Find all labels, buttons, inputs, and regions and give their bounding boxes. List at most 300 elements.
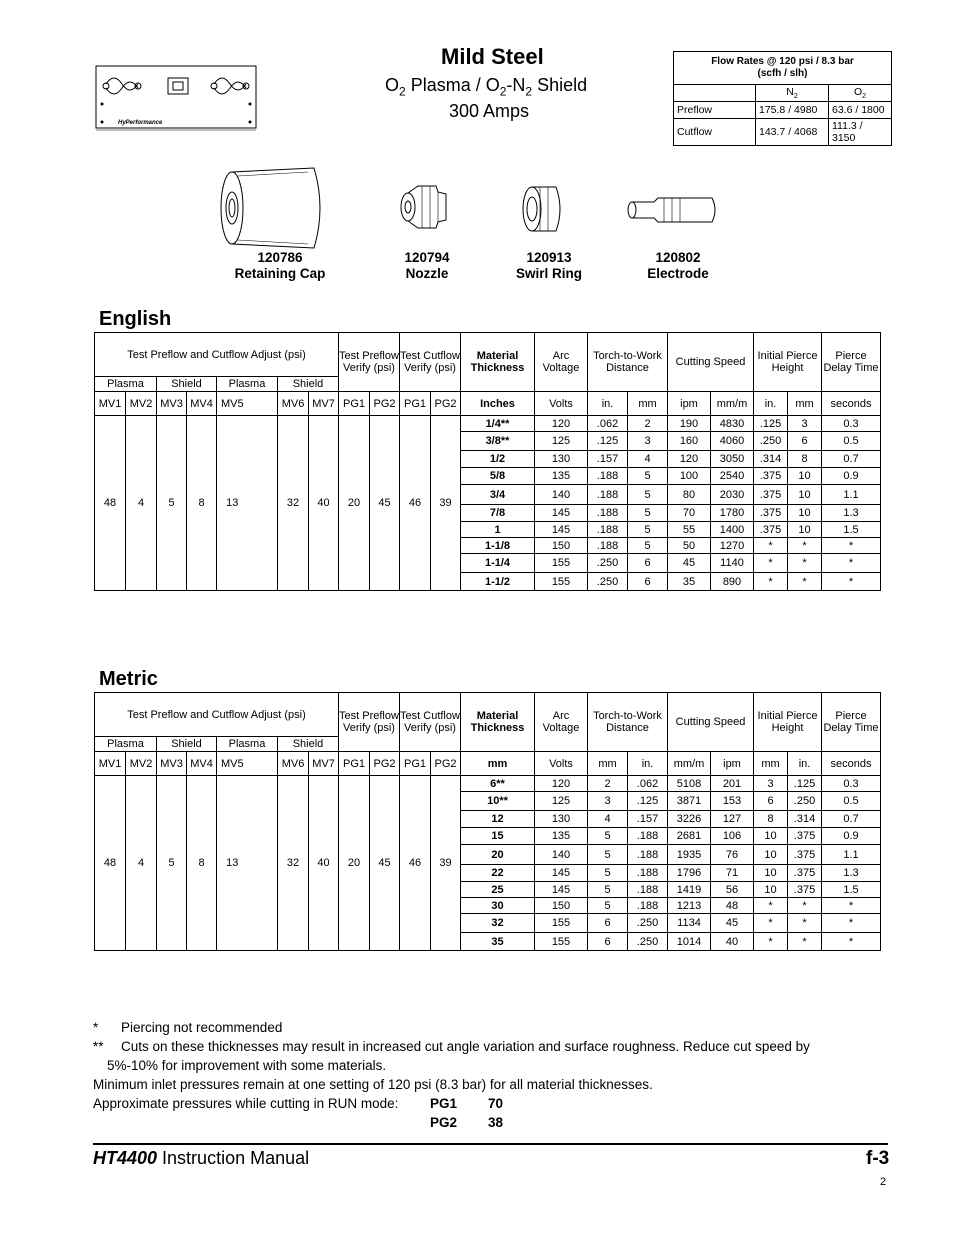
valve-label: PG1: [339, 392, 370, 416]
cell-value: .188: [628, 865, 668, 882]
cell-value: 3/8**: [461, 432, 535, 451]
pierce-delay-header: Pierce Delay Time: [822, 333, 881, 392]
setting-value: 39: [431, 776, 461, 951]
cell-value: 1.3: [822, 505, 881, 522]
group-shield: Shield: [157, 737, 217, 752]
setting-value: 5: [157, 416, 187, 591]
cell-value: 0.5: [822, 792, 881, 811]
setting-value: 48: [95, 416, 126, 591]
header-row: [95, 693, 881, 737]
setting-value: 40: [309, 776, 339, 951]
cell-value: 135: [535, 828, 588, 845]
setting-value: 13: [217, 776, 248, 951]
nozzle-drawing: [396, 180, 458, 239]
flow-row-cutflow: Cutflow 143.7 / 4068 111.3 / 3150: [674, 119, 892, 146]
group-plasma: Plasma: [95, 737, 157, 752]
cell-value: 45: [711, 914, 754, 933]
notes-block: * Piercing not recommended ** Cuts on these thicknesses may result in increased cut angle variation and surface roughness. Reduce cut speed by 5%-10% for improvement with some materials. Minimum inlet pressures remain at one setting of 120 psi (8.3 bar) for all material thicknesses. Approximate pressures while cutting in RUN mode: PG1 70 PG2 38: [93, 1020, 810, 1130]
cell-value: *: [788, 538, 822, 554]
cell-value: 3: [788, 416, 822, 432]
group-plasma: Plasma: [217, 377, 278, 392]
cell-value: 1/2: [461, 451, 535, 468]
valve-label: PG1: [339, 752, 370, 776]
cell-value: 4: [588, 811, 628, 828]
cell-value: .125: [588, 432, 628, 451]
cell-value: *: [754, 573, 788, 591]
group-plasma: Plasma: [95, 377, 157, 392]
cell-value: 3/4: [461, 485, 535, 505]
cell-value: 6: [588, 914, 628, 933]
setting-value: 20: [339, 416, 370, 591]
unit-label: mm/m: [711, 392, 754, 416]
test-cutflow-header: Test Cutflow Verify (psi): [400, 333, 461, 392]
cell-value: 5: [588, 882, 628, 898]
valve-label: PG1: [400, 752, 431, 776]
cell-value: 76: [711, 845, 754, 865]
cell-value: 6: [754, 792, 788, 811]
cell-value: 22: [461, 865, 535, 882]
cell-value: 80: [668, 485, 711, 505]
cell-value: 6: [788, 432, 822, 451]
cell-value: .375: [788, 828, 822, 845]
setting-value: 39: [431, 416, 461, 591]
unit-label: in.: [754, 392, 788, 416]
cell-value: 135: [535, 468, 588, 485]
unit-label: mm: [461, 752, 535, 776]
test-adjust-header: Test Preflow and Cutflow Adjust (psi): [95, 333, 339, 377]
valve-label: PG2: [370, 752, 400, 776]
cell-value: *: [822, 914, 881, 933]
english-cut-chart: [94, 332, 881, 591]
unit-label: seconds: [822, 392, 881, 416]
cell-value: 0.9: [822, 828, 881, 845]
unit-label: Inches: [461, 392, 535, 416]
cell-value: 2681: [668, 828, 711, 845]
cell-value: .188: [628, 882, 668, 898]
unit-label: mm: [588, 752, 628, 776]
pierce-height-header: Initial Pierce Height: [754, 693, 822, 752]
cell-value: *: [822, 573, 881, 591]
cell-value: 10: [754, 828, 788, 845]
cell-value: 2: [588, 776, 628, 792]
valve-label: MV7: [309, 752, 339, 776]
setting-value: 8: [187, 776, 217, 951]
cell-value: 1-1/4: [461, 554, 535, 573]
table-row: [95, 776, 881, 792]
unit-label: mm: [788, 392, 822, 416]
cell-value: .157: [628, 811, 668, 828]
setting-value: 13: [217, 416, 248, 591]
cell-value: 0.9: [822, 468, 881, 485]
retaining-cap-drawing: [218, 166, 330, 255]
valve-label: MV1: [95, 752, 126, 776]
test-preflow-header: Test Preflow Verify (psi): [339, 333, 400, 392]
cell-value: 155: [535, 573, 588, 591]
cell-value: 5/8: [461, 468, 535, 485]
cell-value: *: [788, 933, 822, 951]
metric-cut-chart: [94, 692, 881, 951]
cell-value: 1134: [668, 914, 711, 933]
cell-value: 1935: [668, 845, 711, 865]
cell-value: 56: [711, 882, 754, 898]
cell-value: 71: [711, 865, 754, 882]
cell-value: 7/8: [461, 505, 535, 522]
cell-value: 2540: [711, 468, 754, 485]
cell-value: 5: [588, 865, 628, 882]
cell-value: 35: [461, 933, 535, 951]
cell-value: 0.7: [822, 451, 881, 468]
cell-value: 145: [535, 505, 588, 522]
cell-value: 1270: [711, 538, 754, 554]
flow-rates-table: [673, 51, 892, 146]
cell-value: .375: [754, 505, 788, 522]
setting-value: 4: [126, 416, 157, 591]
setting-value: [248, 416, 278, 591]
cell-value: 155: [535, 933, 588, 951]
cell-value: 1.3: [822, 865, 881, 882]
cell-value: 1780: [711, 505, 754, 522]
cell-value: .188: [628, 828, 668, 845]
cell-value: .188: [628, 898, 668, 914]
cell-value: 5: [588, 828, 628, 845]
cell-value: 5: [628, 522, 668, 538]
cell-value: 4: [628, 451, 668, 468]
unit-label: in.: [628, 752, 668, 776]
cell-value: .250: [788, 792, 822, 811]
setting-value: 5: [157, 776, 187, 951]
unit-label: in.: [788, 752, 822, 776]
note-run-mode-pg2: PG2 38: [430, 1115, 504, 1130]
cell-value: 15: [461, 828, 535, 845]
valve-label: MV3: [157, 392, 187, 416]
cell-value: 6: [628, 573, 668, 591]
cell-value: 1.5: [822, 522, 881, 538]
cell-value: .188: [588, 505, 628, 522]
cell-value: *: [822, 933, 881, 951]
cell-value: 1.1: [822, 845, 881, 865]
group-shield: Shield: [278, 377, 339, 392]
cell-value: 2030: [711, 485, 754, 505]
cell-value: 130: [535, 451, 588, 468]
cell-value: 1140: [711, 554, 754, 573]
cell-value: 1400: [711, 522, 754, 538]
cell-value: 201: [711, 776, 754, 792]
cell-value: .250: [588, 554, 628, 573]
cell-value: *: [754, 538, 788, 554]
english-section-title: English: [99, 308, 172, 330]
cell-value: 145: [535, 882, 588, 898]
unit-label: mm: [628, 392, 668, 416]
cell-value: 1-1/8: [461, 538, 535, 554]
torch-distance-header: Torch-to-Work Distance: [588, 333, 668, 392]
cell-value: 3226: [668, 811, 711, 828]
cell-value: .125: [628, 792, 668, 811]
cell-value: 106: [711, 828, 754, 845]
cell-value: *: [754, 898, 788, 914]
cell-value: 55: [668, 522, 711, 538]
cell-value: *: [822, 538, 881, 554]
footer-section-number: f-3: [866, 1148, 890, 1169]
footer-divider: [93, 1143, 888, 1145]
cell-value: 8: [788, 451, 822, 468]
cell-value: 120: [668, 451, 711, 468]
valve-label: PG2: [431, 752, 461, 776]
cell-value: 0.5: [822, 432, 881, 451]
cell-value: 145: [535, 865, 588, 882]
cell-value: *: [822, 554, 881, 573]
cell-value: 70: [668, 505, 711, 522]
cell-value: 145: [535, 522, 588, 538]
valve-label: PG1: [400, 392, 431, 416]
cell-value: *: [788, 898, 822, 914]
unit-label: ipm: [711, 752, 754, 776]
valve-label: [248, 752, 278, 776]
cell-value: 1/4**: [461, 416, 535, 432]
cell-value: 3871: [668, 792, 711, 811]
setting-value: 4: [126, 776, 157, 951]
cell-value: 5: [588, 898, 628, 914]
cell-value: 127: [711, 811, 754, 828]
test-cutflow-header: Test Cutflow Verify (psi): [400, 693, 461, 752]
unit-label: seconds: [822, 752, 881, 776]
cell-value: 140: [535, 845, 588, 865]
cell-value: .314: [788, 811, 822, 828]
cutting-speed-header: Cutting Speed: [668, 693, 754, 752]
part-label-nozzle: 120794 Nozzle: [404, 250, 450, 281]
amperage-subtitle: 300 Amps: [449, 101, 530, 121]
cell-value: 6**: [461, 776, 535, 792]
cell-value: 1796: [668, 865, 711, 882]
cell-value: *: [788, 573, 822, 591]
material-thickness-header: Material Thickness: [461, 693, 535, 752]
valve-label: PG2: [370, 392, 400, 416]
cell-value: .375: [754, 485, 788, 505]
cell-value: 1014: [668, 933, 711, 951]
unit-label: mm/m: [668, 752, 711, 776]
cell-value: 20: [461, 845, 535, 865]
flow-col-n2: $N_2$: [756, 85, 829, 102]
cell-value: 3: [628, 432, 668, 451]
cell-value: 5: [628, 485, 668, 505]
cell-value: 0.3: [822, 776, 881, 792]
cell-value: 50: [668, 538, 711, 554]
cell-value: .250: [628, 914, 668, 933]
setting-value: 8: [187, 416, 217, 591]
arc-voltage-header: Arc Voltage: [535, 333, 588, 392]
cell-value: *: [754, 933, 788, 951]
units-row: [95, 752, 881, 776]
group-shield: Shield: [157, 377, 217, 392]
cell-value: .188: [588, 522, 628, 538]
cell-value: 1213: [668, 898, 711, 914]
cell-value: 125: [535, 792, 588, 811]
cell-value: 10: [754, 882, 788, 898]
note-no-pierce: * Piercing not recommended: [93, 1020, 283, 1035]
cell-value: 1419: [668, 882, 711, 898]
cell-value: 0.3: [822, 416, 881, 432]
cell-value: 155: [535, 554, 588, 573]
setting-value: 40: [309, 416, 339, 591]
cell-value: 25: [461, 882, 535, 898]
note-thickness-warning: ** Cuts on these thicknesses may result in increased cut angle variation and surface roughness. Reduce cut speed by: [93, 1039, 810, 1054]
torch-distance-header: Torch-to-Work Distance: [588, 693, 668, 752]
part-label-swirl-ring: 120913 Swirl Ring: [515, 250, 582, 281]
material-thickness-header: Material Thickness: [461, 333, 535, 392]
cell-value: 1.5: [822, 882, 881, 898]
header-row: [95, 333, 881, 377]
swirl-ring-drawing: [520, 182, 570, 241]
unit-label: in.: [588, 392, 628, 416]
cell-value: .375: [754, 522, 788, 538]
valve-label: MV5: [217, 752, 248, 776]
setting-value: 46: [400, 776, 431, 951]
valve-label: MV6: [278, 752, 309, 776]
cell-value: 1.1: [822, 485, 881, 505]
cell-value: 4830: [711, 416, 754, 432]
setting-value: [248, 776, 278, 951]
cell-value: 1-1/2: [461, 573, 535, 591]
cell-value: 10**: [461, 792, 535, 811]
cutting-speed-header: Cutting Speed: [668, 333, 754, 392]
electrode-drawing: [624, 192, 722, 233]
cell-value: 32: [461, 914, 535, 933]
cell-value: 125: [535, 432, 588, 451]
cell-value: 160: [668, 432, 711, 451]
table-row: [95, 416, 881, 432]
cell-value: 6: [628, 554, 668, 573]
pierce-height-header: Initial Pierce Height: [754, 333, 822, 392]
units-row: [95, 392, 881, 416]
cell-value: 190: [668, 416, 711, 432]
group-plasma: Plasma: [217, 737, 278, 752]
cell-value: .157: [588, 451, 628, 468]
cell-value: *: [788, 554, 822, 573]
valve-label: MV4: [187, 392, 217, 416]
setting-value: 32: [278, 776, 309, 951]
cell-value: 5: [628, 538, 668, 554]
cell-value: 10: [788, 468, 822, 485]
cell-value: 3: [588, 792, 628, 811]
metric-section-title: Metric: [99, 668, 158, 690]
cell-value: *: [788, 914, 822, 933]
valve-label: MV6: [278, 392, 309, 416]
cell-value: 0.7: [822, 811, 881, 828]
cell-value: 5: [588, 845, 628, 865]
gas-console-diagram: [92, 60, 262, 136]
cell-value: .062: [628, 776, 668, 792]
valve-label: MV1: [95, 392, 126, 416]
unit-label: Volts: [535, 392, 588, 416]
cell-value: 120: [535, 776, 588, 792]
cell-value: .125: [754, 416, 788, 432]
cell-value: 5: [628, 505, 668, 522]
cell-value: 100: [668, 468, 711, 485]
flow-row-preflow: Preflow 175.8 / 4980 63.6 / 1800: [674, 102, 892, 119]
cell-value: .375: [788, 845, 822, 865]
test-adjust-header: Test Preflow and Cutflow Adjust (psi): [95, 693, 339, 737]
cell-value: 35: [668, 573, 711, 591]
cell-value: 150: [535, 898, 588, 914]
cell-value: 10: [754, 845, 788, 865]
part-label-electrode: 120802 Electrode: [647, 250, 709, 281]
valve-label: MV3: [157, 752, 187, 776]
unit-label: ipm: [668, 392, 711, 416]
cell-value: 6: [588, 933, 628, 951]
unit-label: mm: [754, 752, 788, 776]
setting-value: 46: [400, 416, 431, 591]
cell-value: 5108: [668, 776, 711, 792]
cell-value: 155: [535, 914, 588, 933]
cell-value: .188: [588, 485, 628, 505]
valve-label: MV2: [126, 752, 157, 776]
valve-label: PG2: [431, 392, 461, 416]
footer-manual-title: HT4400 Instruction Manual: [93, 1148, 310, 1168]
setting-value: 45: [370, 776, 400, 951]
pierce-delay-header: Pierce Delay Time: [822, 693, 881, 752]
unit-label: Volts: [535, 752, 588, 776]
process-subtitle: $O_2$ Plasma / $O_2-N_2$ Shield: [385, 75, 588, 99]
cell-value: 153: [711, 792, 754, 811]
cell-value: 140: [535, 485, 588, 505]
cell-value: .188: [628, 845, 668, 865]
cell-value: .250: [588, 573, 628, 591]
valve-label: [248, 392, 278, 416]
setting-value: 32: [278, 416, 309, 591]
cell-value: *: [754, 914, 788, 933]
part-label-retaining-cap: 120786 Retaining Cap: [234, 250, 326, 281]
page-title: Mild Steel: [441, 44, 544, 69]
cell-value: .375: [788, 882, 822, 898]
cell-value: 48: [711, 898, 754, 914]
console-brand-label: HyPerformance: [118, 120, 163, 126]
arc-voltage-header: Arc Voltage: [535, 693, 588, 752]
cell-value: *: [754, 554, 788, 573]
flow-rates-header: Flow Rates @ 120 psi / 8.3 bar (scfh / slh): [674, 52, 892, 85]
cell-value: 1: [461, 522, 535, 538]
test-preflow-header: Test Preflow Verify (psi): [339, 693, 400, 752]
cell-value: .188: [588, 538, 628, 554]
valve-label: MV5: [217, 392, 248, 416]
cell-value: .314: [754, 451, 788, 468]
cell-value: 5: [628, 468, 668, 485]
note-run-mode: Approximate pressures while cutting in RUN mode: PG1 70: [93, 1096, 504, 1111]
setting-value: 20: [339, 776, 370, 951]
cell-value: 120: [535, 416, 588, 432]
cell-value: .375: [754, 468, 788, 485]
cell-value: 3: [754, 776, 788, 792]
cell-value: *: [822, 898, 881, 914]
valve-label: MV4: [187, 752, 217, 776]
setting-value: 48: [95, 776, 126, 951]
cell-value: 10: [788, 505, 822, 522]
cell-value: .125: [788, 776, 822, 792]
cell-value: .250: [628, 933, 668, 951]
cell-value: 2: [628, 416, 668, 432]
cell-value: 150: [535, 538, 588, 554]
cell-value: .062: [588, 416, 628, 432]
flow-col-o2: $O_2$: [829, 85, 892, 102]
cell-value: .375: [788, 865, 822, 882]
cell-value: 8: [754, 811, 788, 828]
page-number: 2: [880, 1176, 887, 1188]
cell-value: 4060: [711, 432, 754, 451]
cell-value: .250: [754, 432, 788, 451]
cell-value: 12: [461, 811, 535, 828]
valve-label: MV7: [309, 392, 339, 416]
note-inlet-pressure: Minimum inlet pressures remain at one setting of 120 psi (8.3 bar) for all material thicknesses.: [93, 1077, 653, 1092]
cell-value: .188: [588, 468, 628, 485]
cell-value: 30: [461, 898, 535, 914]
